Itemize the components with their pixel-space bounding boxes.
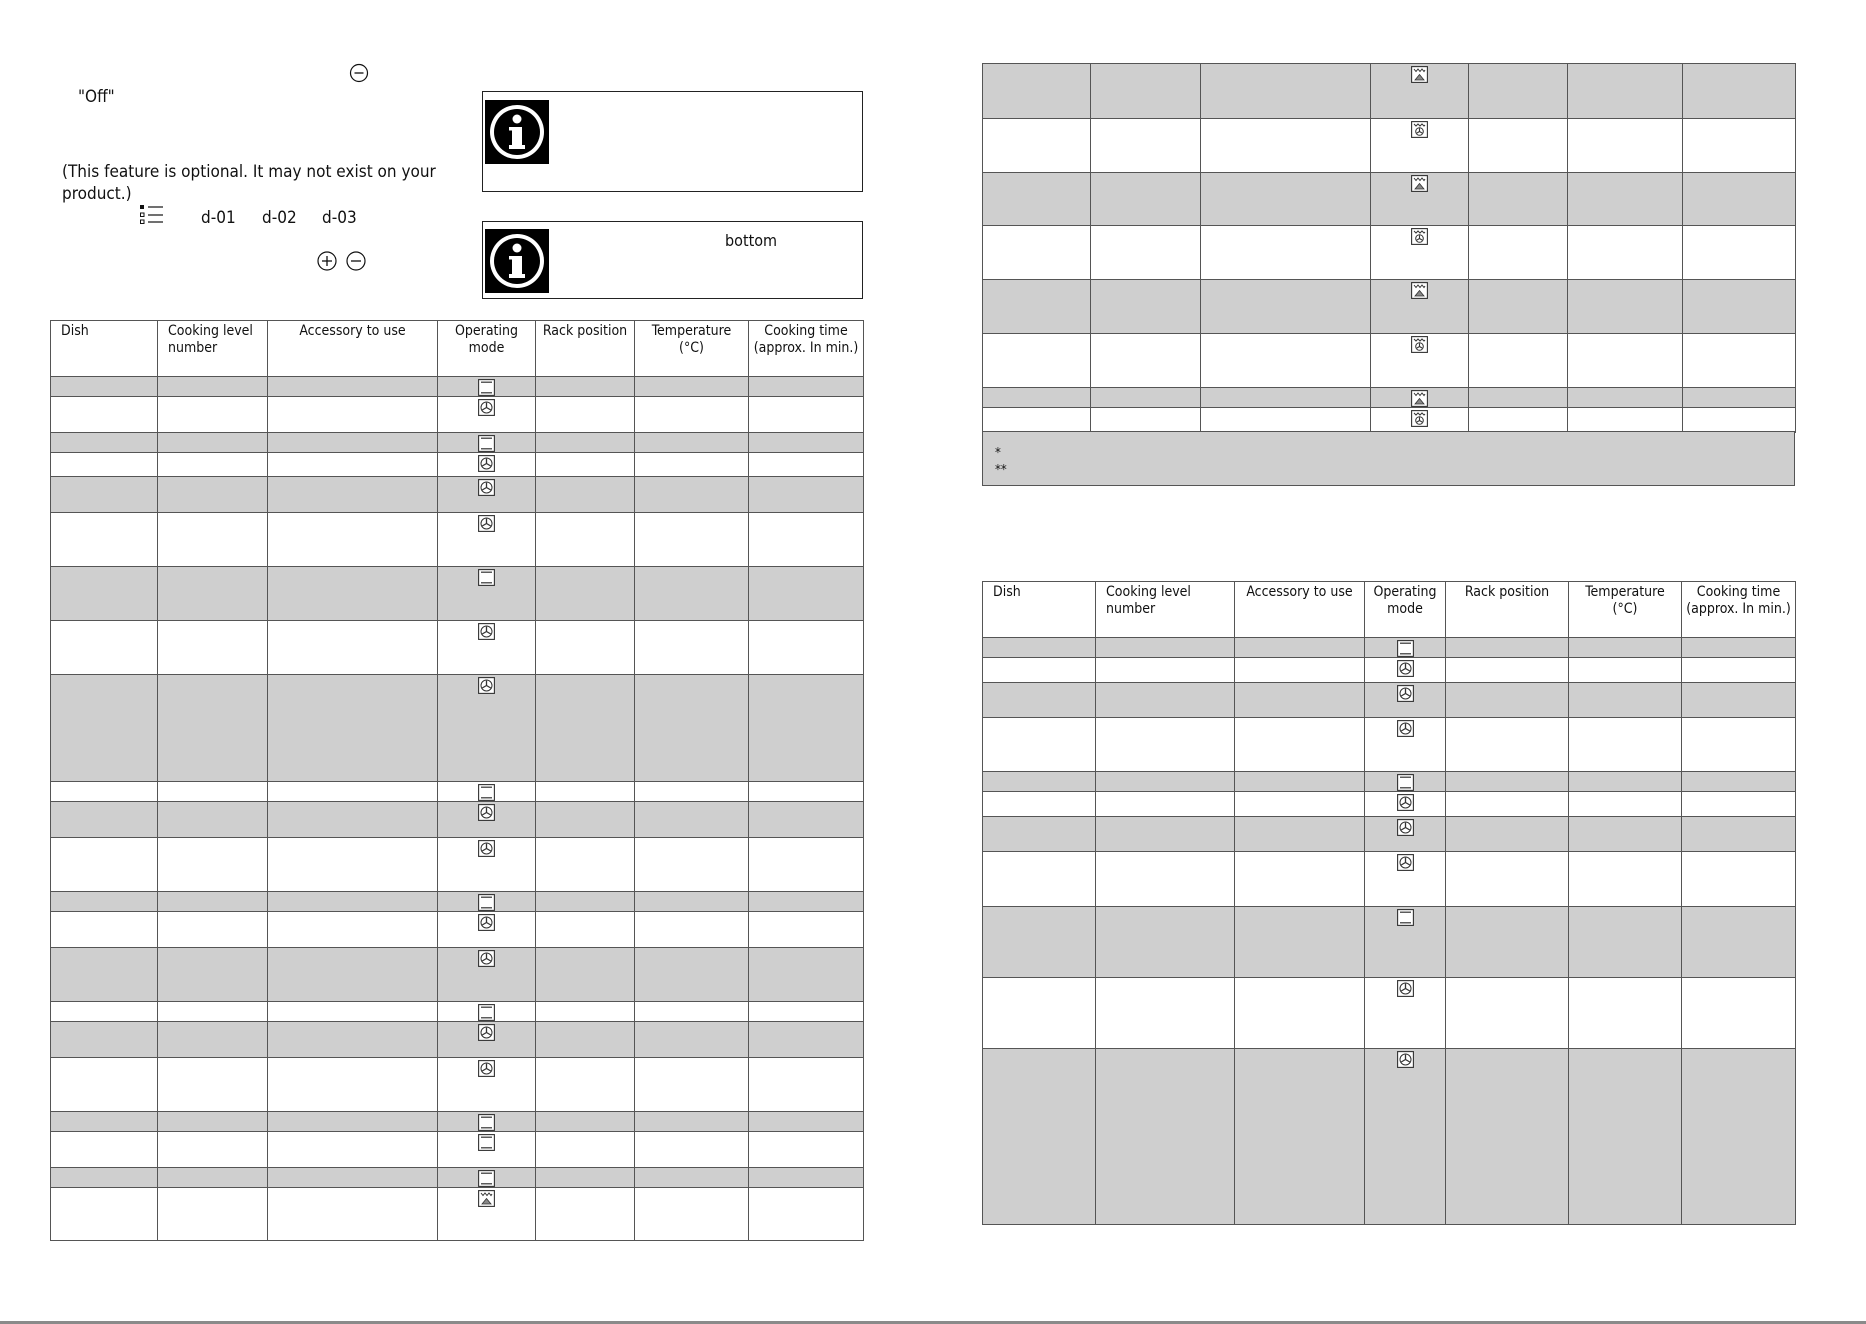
fan-icon bbox=[478, 623, 495, 640]
optional-feature-note-line2: product.) bbox=[62, 184, 132, 204]
table-row bbox=[983, 334, 1796, 388]
table-row bbox=[51, 453, 864, 477]
top-bottom-heating-icon bbox=[478, 784, 495, 801]
header-cooking-time: Cooking time (approx. In min.) bbox=[1682, 582, 1796, 638]
header-operating-mode: Operating mode bbox=[438, 321, 536, 377]
info-text-bottom: bottom bbox=[725, 231, 778, 250]
top-bottom-heating-icon bbox=[478, 569, 495, 586]
top-bottom-heating-icon bbox=[478, 379, 495, 396]
table-row bbox=[51, 513, 864, 567]
table-row bbox=[983, 852, 1796, 907]
table-row bbox=[51, 1168, 864, 1188]
table-row bbox=[51, 948, 864, 1002]
grill-icon bbox=[1411, 390, 1428, 407]
fan-icon bbox=[478, 1060, 495, 1077]
top-bottom-heating-icon bbox=[1397, 774, 1414, 791]
header-temperature: Temperature (°C) bbox=[1569, 582, 1682, 638]
table-row bbox=[51, 1112, 864, 1132]
table-row bbox=[51, 838, 864, 892]
grill-fan-icon bbox=[1411, 410, 1428, 427]
table-row bbox=[51, 675, 864, 782]
fan-icon bbox=[478, 840, 495, 857]
table-row bbox=[983, 792, 1796, 817]
optional-feature-note-line1: (This feature is optional. It may not exist on your bbox=[62, 162, 436, 182]
header-cooking-level: Cooking level number bbox=[158, 321, 268, 377]
fan-icon bbox=[1397, 819, 1414, 836]
table-footnotes bbox=[982, 431, 1795, 486]
top-bottom-heating-icon bbox=[478, 1004, 495, 1021]
minus-circle-icon bbox=[349, 63, 369, 83]
table-row bbox=[983, 280, 1796, 334]
fan-icon bbox=[1397, 720, 1414, 737]
table-row bbox=[983, 718, 1796, 772]
grill-icon bbox=[1411, 282, 1428, 299]
plus-circle-icon bbox=[316, 250, 338, 272]
top-bottom-heating-icon bbox=[478, 1170, 495, 1187]
table-row bbox=[51, 892, 864, 912]
header-dish: Dish bbox=[983, 582, 1096, 638]
header-operating-mode: Operating mode bbox=[1365, 582, 1446, 638]
top-bottom-heating-icon bbox=[478, 894, 495, 911]
header-rack-position: Rack position bbox=[536, 321, 635, 377]
fan-icon bbox=[478, 914, 495, 931]
table-row bbox=[51, 1022, 864, 1058]
grill-fan-icon bbox=[1411, 121, 1428, 138]
header-rack-position: Rack position bbox=[1446, 582, 1569, 638]
cooking-table-right-top bbox=[982, 63, 1796, 433]
top-bottom-heating-icon bbox=[1397, 640, 1414, 657]
table-row bbox=[983, 173, 1796, 226]
table-row bbox=[983, 683, 1796, 718]
table-row bbox=[983, 408, 1796, 433]
info-icon bbox=[485, 229, 549, 293]
table-row bbox=[51, 397, 864, 433]
fan-icon bbox=[478, 1024, 495, 1041]
table-row bbox=[51, 567, 864, 621]
info-box bbox=[482, 91, 863, 192]
code-d02: d-02 bbox=[262, 208, 297, 228]
table-row bbox=[51, 1132, 864, 1168]
table-row bbox=[51, 912, 864, 948]
table-row bbox=[983, 226, 1796, 280]
table-row bbox=[51, 1058, 864, 1112]
minus-key-symbol bbox=[349, 62, 369, 84]
footnote-single-asterisk: * bbox=[995, 446, 1001, 461]
fan-icon bbox=[478, 677, 495, 694]
fan-icon bbox=[478, 950, 495, 967]
table-row bbox=[983, 388, 1796, 408]
header-accessory: Accessory to use bbox=[1235, 582, 1365, 638]
fan-icon bbox=[1397, 660, 1414, 677]
table-row bbox=[983, 772, 1796, 792]
grill-icon bbox=[1411, 175, 1428, 192]
fan-icon bbox=[478, 804, 495, 821]
grill-fan-icon bbox=[1411, 228, 1428, 245]
off-label: "Off" bbox=[78, 87, 115, 107]
table-row bbox=[51, 1002, 864, 1022]
grill-icon bbox=[1411, 66, 1428, 83]
cooking-table-right-bottom bbox=[982, 581, 1796, 1225]
fan-icon bbox=[478, 479, 495, 496]
fan-icon bbox=[1397, 854, 1414, 871]
info-icon bbox=[485, 100, 549, 164]
grill-icon bbox=[478, 1190, 495, 1207]
grill-fan-icon bbox=[1411, 336, 1428, 353]
fan-icon bbox=[478, 455, 495, 472]
top-bottom-heating-icon bbox=[1397, 909, 1414, 926]
fan-icon bbox=[1397, 1051, 1414, 1068]
table-row bbox=[983, 64, 1796, 119]
code-d03: d-03 bbox=[322, 208, 357, 228]
table-row bbox=[983, 638, 1796, 658]
header-accessory: Accessory to use bbox=[268, 321, 438, 377]
minus-circle-icon bbox=[345, 250, 367, 272]
header-dish: Dish bbox=[51, 321, 158, 377]
table-row bbox=[51, 802, 864, 838]
table-row bbox=[51, 377, 864, 397]
top-bottom-heating-icon bbox=[478, 1134, 495, 1151]
header-cooking-time: Cooking time (approx. In min.) bbox=[749, 321, 864, 377]
table-row bbox=[51, 782, 864, 802]
table-row bbox=[51, 621, 864, 675]
list-icon bbox=[139, 204, 165, 230]
table-row bbox=[51, 477, 864, 513]
plus-minus-keys bbox=[316, 250, 367, 276]
fan-icon bbox=[1397, 685, 1414, 702]
table-row bbox=[51, 1188, 864, 1241]
table-row bbox=[983, 119, 1796, 173]
cooking-table-left bbox=[50, 320, 864, 1241]
top-bottom-heating-icon bbox=[478, 435, 495, 452]
header-temperature: Temperature (°C) bbox=[635, 321, 749, 377]
table-row bbox=[983, 817, 1796, 852]
top-bottom-heating-icon bbox=[478, 1114, 495, 1131]
table-row bbox=[51, 433, 864, 453]
fan-icon bbox=[478, 515, 495, 532]
fan-icon bbox=[1397, 980, 1414, 997]
table-row bbox=[983, 1049, 1796, 1225]
info-box bbox=[482, 221, 863, 299]
header-cooking-level: Cooking level number bbox=[1096, 582, 1235, 638]
table-row bbox=[983, 907, 1796, 978]
fan-icon bbox=[1397, 794, 1414, 811]
code-d01: d-01 bbox=[201, 208, 236, 228]
table-row bbox=[983, 658, 1796, 683]
fan-icon bbox=[478, 399, 495, 416]
table-row bbox=[983, 978, 1796, 1049]
footnote-double-asterisk: ** bbox=[995, 463, 1007, 478]
